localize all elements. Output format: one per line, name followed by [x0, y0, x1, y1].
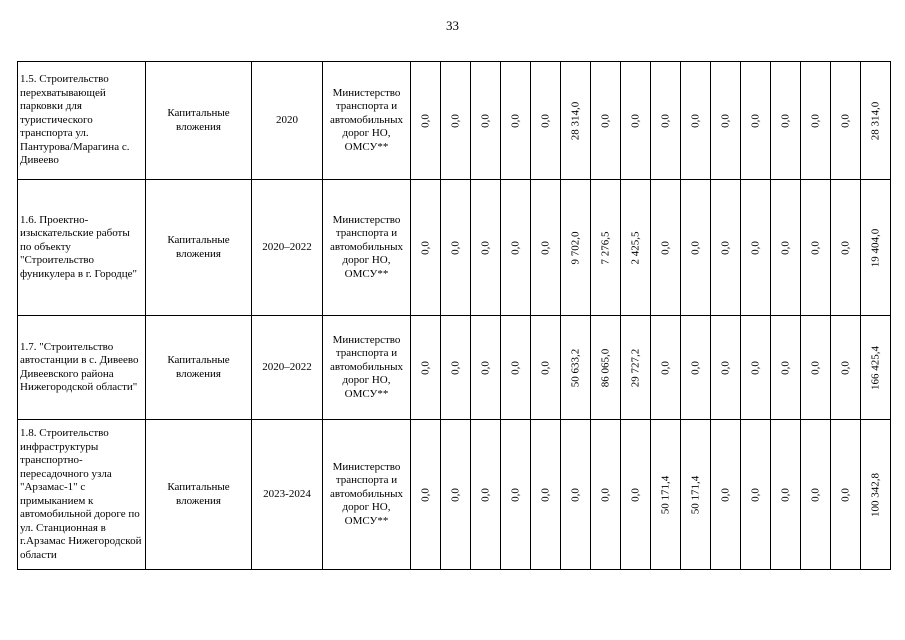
value-cell	[591, 62, 621, 180]
value-cell	[681, 62, 711, 180]
value-cell	[531, 180, 561, 316]
value-text: 0,0	[538, 113, 551, 128]
value-text: 0,0	[478, 360, 491, 375]
value-cell	[471, 420, 501, 570]
value-cell	[441, 316, 471, 420]
measure-name-cell: 1.7. "Строительство автостанции в с. Дивеево Дивеевского района Нижегородской области"	[18, 316, 146, 420]
value-cell	[711, 420, 741, 570]
value-cell	[531, 316, 561, 420]
value-cell	[801, 62, 831, 180]
value-cell	[621, 180, 651, 316]
value-text: 0,0	[478, 487, 491, 502]
value-text: 0,0	[778, 240, 791, 255]
value-cell	[441, 62, 471, 180]
value-cell	[411, 62, 441, 180]
value-text: 0,0	[718, 360, 731, 375]
value-cell	[561, 180, 591, 316]
value-text: 7 276,5	[598, 231, 611, 264]
value-cell	[441, 180, 471, 316]
value-cell	[771, 316, 801, 420]
value-text: 0,0	[718, 113, 731, 128]
value-text: 0,0	[628, 487, 641, 502]
value-cell	[741, 420, 771, 570]
value-text: 0,0	[508, 487, 521, 502]
value-cell	[531, 420, 561, 570]
page-number: 33	[446, 18, 459, 33]
value-text: 0,0	[688, 240, 701, 255]
value-cell	[711, 180, 741, 316]
value-cell	[441, 420, 471, 570]
value-text: 19 404,0	[868, 228, 881, 267]
value-cell	[651, 316, 681, 420]
value-cell	[861, 62, 891, 180]
value-cell	[471, 62, 501, 180]
value-cell	[801, 316, 831, 420]
expense-type-cell: Капитальные вложения	[146, 420, 252, 570]
value-cell	[501, 420, 531, 570]
value-text: 100 342,8	[868, 472, 881, 517]
table-row	[18, 420, 891, 570]
value-cell	[411, 316, 441, 420]
executor-cell: Министерство транспорта и автомобильных дорог НО, ОМСУ**	[323, 420, 411, 570]
value-cell	[711, 62, 741, 180]
value-text: 0,0	[688, 360, 701, 375]
value-text: 50 171,4	[658, 475, 671, 514]
value-text: 0,0	[748, 360, 761, 375]
value-cell	[411, 180, 441, 316]
value-cell	[681, 420, 711, 570]
value-text: 28 314,0	[868, 101, 881, 140]
value-text: 0,0	[718, 240, 731, 255]
value-cell	[651, 420, 681, 570]
period-cell: 2020	[252, 62, 323, 180]
value-text: 0,0	[418, 240, 431, 255]
value-text: 0,0	[778, 487, 791, 502]
value-text: 0,0	[478, 240, 491, 255]
expense-type-cell: Капитальные вложения	[146, 62, 252, 180]
table-row	[18, 316, 891, 420]
value-text: 0,0	[538, 240, 551, 255]
value-cell	[621, 62, 651, 180]
value-text: 0,0	[658, 360, 671, 375]
value-cell	[501, 316, 531, 420]
value-cell	[621, 420, 651, 570]
period-cell: 2020–2022	[252, 180, 323, 316]
value-text: 0,0	[808, 487, 821, 502]
value-text: 0,0	[808, 113, 821, 128]
value-cell	[741, 180, 771, 316]
value-cell	[741, 62, 771, 180]
value-text: 0,0	[448, 360, 461, 375]
value-cell	[471, 316, 501, 420]
measure-name-cell: 1.5. Строительство перехватывающей парковки для туристического транспорта ул. Пантурова/Марагина с. Дивеево	[18, 62, 146, 180]
value-cell	[531, 62, 561, 180]
value-text: 0,0	[838, 360, 851, 375]
value-text: 0,0	[598, 487, 611, 502]
value-cell	[561, 62, 591, 180]
value-cell	[831, 420, 861, 570]
value-text: 0,0	[478, 113, 491, 128]
value-cell	[711, 316, 741, 420]
value-text: 0,0	[628, 113, 641, 128]
value-text: 9 702,0	[568, 231, 581, 264]
value-text: 0,0	[448, 240, 461, 255]
value-cell	[861, 180, 891, 316]
value-text: 0,0	[448, 487, 461, 502]
value-cell	[801, 420, 831, 570]
measure-name-cell: 1.8. Строительство инфраструктуры транспортно-пересадочного узла "Арзамас-1" с примыканием к автомобильной дороге по ул. Станционная в г.Арзамас Нижегородской области	[18, 420, 146, 570]
executor-cell: Министерство транспорта и автомобильных дорог НО, ОМСУ**	[323, 62, 411, 180]
value-text: 0,0	[568, 487, 581, 502]
value-cell	[681, 180, 711, 316]
value-text: 0,0	[718, 487, 731, 502]
value-cell	[771, 180, 801, 316]
value-cell	[741, 316, 771, 420]
executor-cell: Министерство транспорта и автомобильных дорог НО, ОМСУ**	[323, 180, 411, 316]
value-text: 0,0	[778, 113, 791, 128]
value-cell	[561, 420, 591, 570]
value-text: 0,0	[748, 113, 761, 128]
value-text: 0,0	[418, 487, 431, 502]
value-cell	[831, 62, 861, 180]
period-cell: 2023-2024	[252, 420, 323, 570]
value-cell	[561, 316, 591, 420]
value-cell	[591, 316, 621, 420]
value-text: 2 425,5	[628, 231, 641, 264]
value-text: 0,0	[748, 487, 761, 502]
value-text: 0,0	[538, 487, 551, 502]
table-row	[18, 180, 891, 316]
value-text: 29 727,2	[628, 348, 641, 387]
budget-table	[17, 61, 891, 570]
value-cell	[801, 180, 831, 316]
value-text: 0,0	[748, 240, 761, 255]
value-text: 0,0	[808, 240, 821, 255]
measure-name-cell: 1.6. Проектно-изыскательские работы по объекту "Строительство фуникулера в г. Городце"	[18, 180, 146, 316]
value-text: 0,0	[418, 113, 431, 128]
expense-type-cell: Капитальные вложения	[146, 180, 252, 316]
value-text: 86 065,0	[598, 348, 611, 387]
value-text: 0,0	[838, 240, 851, 255]
value-text: 0,0	[658, 240, 671, 255]
value-text: 0,0	[418, 360, 431, 375]
value-cell	[831, 316, 861, 420]
value-cell	[621, 316, 651, 420]
value-text: 0,0	[508, 113, 521, 128]
value-text: 0,0	[808, 360, 821, 375]
value-text: 0,0	[538, 360, 551, 375]
value-cell	[411, 420, 441, 570]
value-text: 0,0	[838, 487, 851, 502]
value-text: 0,0	[778, 360, 791, 375]
value-cell	[651, 62, 681, 180]
value-cell	[861, 316, 891, 420]
value-cell	[771, 62, 801, 180]
value-text: 0,0	[598, 113, 611, 128]
value-cell	[591, 420, 621, 570]
table-row	[18, 62, 891, 180]
period-cell: 2020–2022	[252, 316, 323, 420]
expense-type-cell: Капитальные вложения	[146, 316, 252, 420]
value-text: 50 171,4	[688, 475, 701, 514]
value-cell	[591, 180, 621, 316]
value-text: 166 425,4	[868, 345, 881, 390]
value-text: 0,0	[688, 113, 701, 128]
value-cell	[501, 180, 531, 316]
value-text: 50 633,2	[568, 348, 581, 387]
value-cell	[861, 420, 891, 570]
value-cell	[831, 180, 861, 316]
executor-cell: Министерство транспорта и автомобильных дорог НО, ОМСУ**	[323, 316, 411, 420]
value-text: 0,0	[448, 113, 461, 128]
value-cell	[471, 180, 501, 316]
value-cell	[681, 316, 711, 420]
value-text: 0,0	[658, 113, 671, 128]
value-text: 0,0	[508, 240, 521, 255]
value-cell	[771, 420, 801, 570]
value-text: 0,0	[508, 360, 521, 375]
value-text: 0,0	[838, 113, 851, 128]
value-text: 28 314,0	[568, 101, 581, 140]
value-cell	[501, 62, 531, 180]
value-cell	[651, 180, 681, 316]
